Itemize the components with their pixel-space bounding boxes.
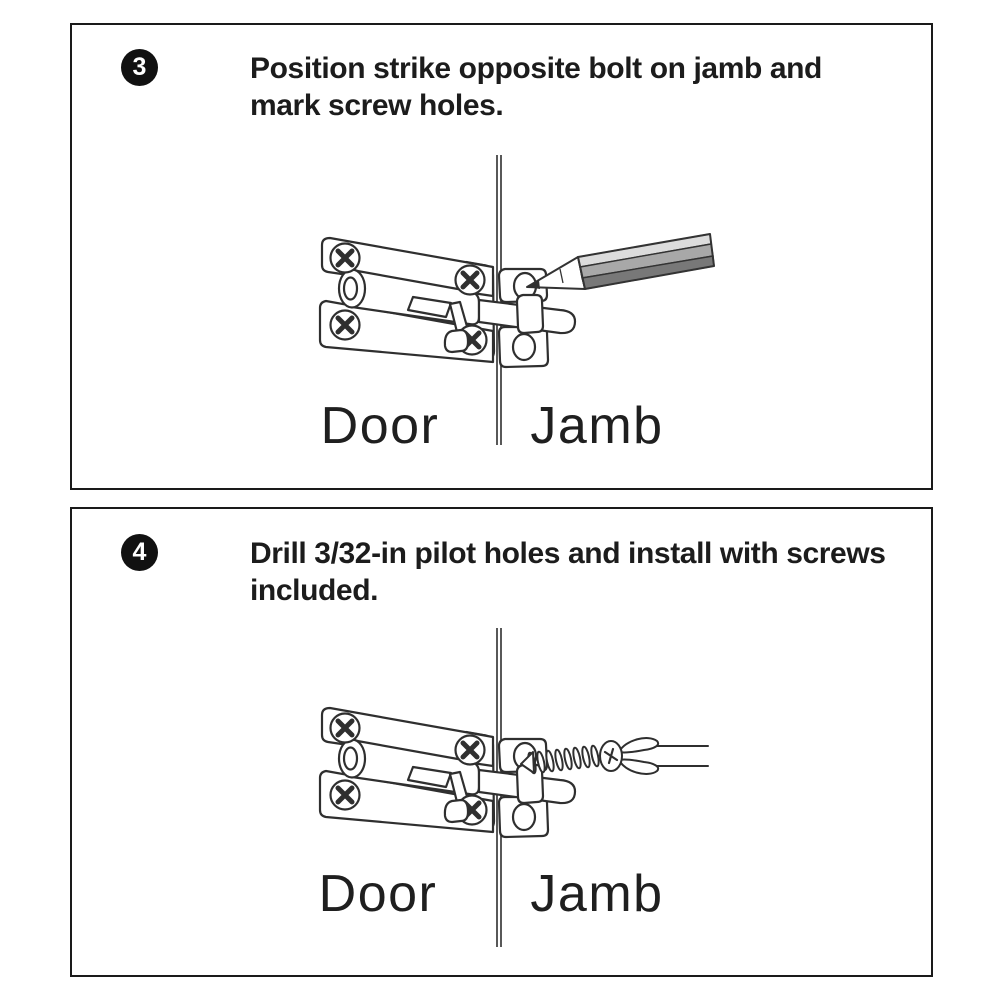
- step-3-panel: [70, 23, 933, 490]
- instruction-line: Position strike opposite bolt on jamb and: [250, 52, 822, 85]
- door-label: Door: [318, 865, 438, 923]
- step-number-badge: 3: [121, 49, 158, 86]
- door-label: Door: [320, 397, 440, 455]
- step-number-badge: 4: [121, 534, 158, 571]
- step-4-panel: [70, 507, 933, 977]
- step-instruction: [250, 535, 886, 609]
- instruction-line: mark screw holes.: [250, 89, 504, 122]
- step-instruction: [250, 50, 822, 124]
- jamb-label: Jamb: [530, 397, 664, 455]
- jamb-label: Jamb: [530, 865, 664, 923]
- instruction-line: included.: [250, 574, 379, 607]
- instruction-line: Drill 3/32-in pilot holes and install with screws: [250, 537, 886, 570]
